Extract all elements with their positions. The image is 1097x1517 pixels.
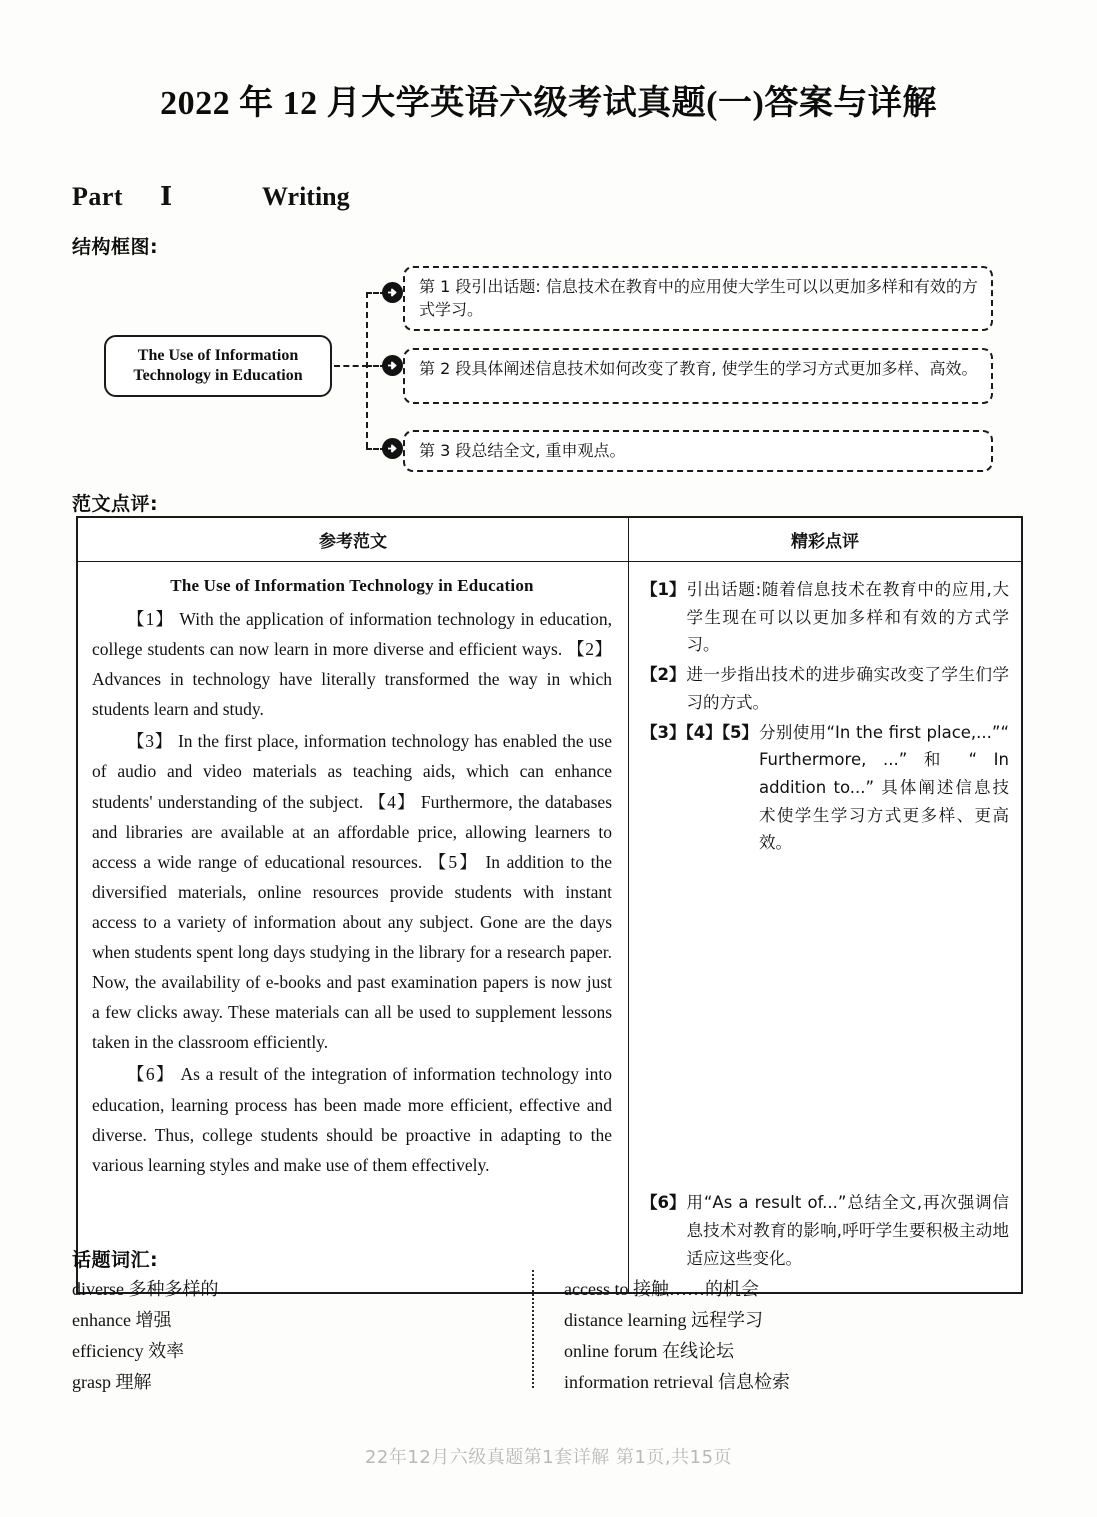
- commentary-text: 进一步指出技术的进步确实改变了学生们学习的方式。: [686, 665, 1009, 712]
- diagram-branch-box: 第 3 段总结全文, 重申观点。: [403, 430, 993, 472]
- table-header-row: [78, 518, 1021, 562]
- vocabulary-entry: diverse 多种多样的: [72, 1279, 219, 1299]
- commentary-text: 用“As a result of...”总结全文,再次强调信息技术对教育的影响,呼吁学生要积极主动地适应这些变化。: [686, 1193, 1009, 1268]
- arrow-circle-icon: [382, 438, 403, 459]
- arrow-circle-icon: [382, 355, 403, 376]
- structure-diagram-heading: 结构框图:: [72, 236, 159, 258]
- vocabulary-section: [72, 1274, 1002, 1394]
- diagram-branch-box: 第 1 段引出话题: 信息技术在教育中的应用使大学生可以以更加多样和有效的方式学习。: [403, 266, 993, 331]
- table-body-row: [78, 562, 1021, 1292]
- essay-paragraph: 【1】 With the application of information technology in education, college students can now learn in more diverse and efficient ways. 【2】 Advances in technology have literally transformed the way in which students learn and study.: [92, 609, 612, 720]
- diagram-branch-box: 第 2 段具体阐述信息技术如何改变了教育, 使学生的学习方式更加多样、高效。: [403, 348, 993, 404]
- commentary-text: 引出话题:随着信息技术在教育中的应用,大学生现在可以以更加多样和有效的方式学习。: [686, 580, 1009, 655]
- vocabulary-entry: access to 接触……的机会: [564, 1279, 759, 1299]
- essay-paragraph: 【3】 In the first place, information technology has enabled the use of audio and video materials as teaching aids, which can enhance students' understanding of the subject. 【4】 Furthermore, the databases and libraries are available at an affordable price, allowing learners to access a wide range of educational resources. 【5】 In addition to the diversified materials, online resources provide students with instant access to a variety of information about any subject. Gone are the days when students spent long days studying in the library for a research paper. Now, the availability of e-books and past examination papers is now just a few clicks away. These materials can all be used to supplement lessons taken in the classroom efficiently.: [92, 731, 612, 1053]
- vocabulary-entry: online forum 在线论坛: [564, 1340, 734, 1361]
- vocabulary-column-right: [564, 1274, 1004, 1398]
- structure-diagram: [72, 262, 1002, 472]
- vocabulary-column-left: [72, 1274, 512, 1398]
- vocabulary-entry: enhance 增强: [72, 1309, 172, 1330]
- essay-paragraph: 【6】 As a result of the integration of information technology into education, learning process has been made more efficient, effective and diverse. Thus, college students should be proactive in adapting to the various learning styles and make use of them effectively.: [92, 1064, 612, 1175]
- table-header-comment: 精彩点评: [628, 518, 1021, 561]
- page-footer: 22年12月六级真题第1套详解 第1页,共15页: [364, 1447, 733, 1468]
- sample-essay-heading: 范文点评:: [72, 493, 159, 515]
- part-section-title: Writing: [262, 182, 350, 211]
- commentary-item: [641, 576, 1009, 659]
- commentary-item: [641, 661, 1009, 716]
- vocabulary-entry: distance learning 远程学习: [564, 1309, 763, 1330]
- commentary-tag: 【6】: [641, 1193, 686, 1213]
- commentary-cell: [628, 562, 1021, 1292]
- vocabulary-divider: [532, 1270, 534, 1388]
- commentary-tag: 【1】: [641, 580, 686, 599]
- arrow-circle-icon: [382, 282, 403, 303]
- vocabulary-entry: information retrieval 信息检索: [564, 1371, 790, 1392]
- commentary-text: 分别使用“In the first place,...”“ Furthermore, ...” 和 “ In addition to...” 具体阐述信息技术使学生学习方式更多样、更高效。: [758, 722, 1009, 853]
- part-number: Ⅰ: [160, 182, 173, 211]
- connector-stem: [334, 365, 368, 367]
- sample-essay-table: [76, 516, 1023, 1294]
- vocabulary-entry: efficiency 效率: [72, 1340, 185, 1361]
- commentary-item: [641, 719, 1009, 858]
- connector-spine: [366, 292, 368, 448]
- commentary-tag: 【2】: [641, 665, 686, 685]
- vocabulary-entry: grasp 理解: [72, 1371, 152, 1392]
- part-header: [72, 182, 572, 218]
- page-title: 2022 年 12 月大学英语六级考试真题(一)答案与详解: [160, 85, 937, 122]
- essay-cell: [78, 562, 628, 1292]
- vocabulary-heading: 话题词汇:: [72, 1249, 159, 1271]
- commentary-tag: 【3】【4】【5】: [641, 722, 758, 742]
- commentary-item: [641, 1189, 1009, 1272]
- essay-title: The Use of Information Technology in Education: [170, 576, 534, 595]
- table-header-essay: 参考范文: [319, 532, 387, 552]
- part-label: Part: [72, 182, 124, 211]
- diagram-topic-box: The Use of Information Technology in Education: [104, 335, 332, 397]
